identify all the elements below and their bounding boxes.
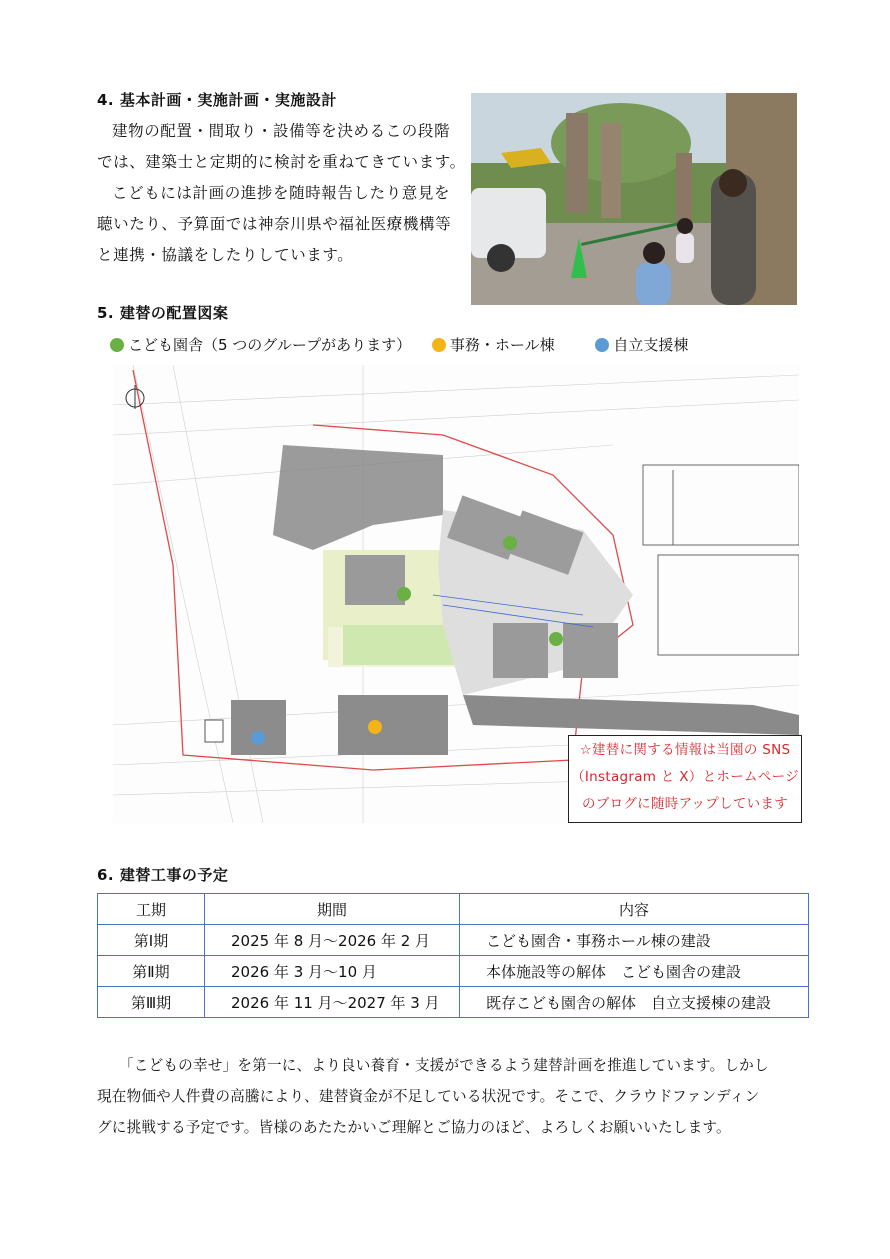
section-4-line-2: では、建築士と定期的に検討を重ねてきています。: [97, 153, 466, 171]
period-cell: 2026 年 3 月～10 月: [205, 956, 460, 987]
phase-cell: 第Ⅲ期: [98, 987, 205, 1018]
period-cell: 2026 年 11 月～2027 年 3 月: [205, 987, 460, 1018]
legend-label: 事務・ホール棟: [449, 336, 555, 354]
section-4-line-1: 建物の配置・間取り・設備等を決めるこの段階: [112, 122, 451, 140]
site-plan-legend: [110, 334, 688, 355]
legend-item-support: [595, 336, 688, 354]
section-6-heading: 6. 建替工事の予定: [97, 866, 229, 884]
closing-line-3: グに挑戦する予定です。皆様のあたたかいご理解とご協力のほど、よろしくお願いいたします。: [97, 1119, 731, 1136]
section-4-line-4: 聴いたり、予算面では神奈川県や福祉医療機構等: [97, 215, 452, 233]
phase-cell: 第Ⅱ期: [98, 956, 205, 987]
blue-dot-icon: [595, 338, 609, 352]
period-cell: 2025 年 8 月～2026 年 2 月: [205, 925, 460, 956]
table-row: [98, 956, 809, 987]
header-cell-content: 内容: [460, 894, 809, 925]
yellow-dot-icon: [432, 338, 446, 352]
construction-site-photo: [471, 93, 797, 305]
table-row: [98, 925, 809, 956]
table-header-row: [98, 894, 809, 925]
green-dot-icon: [110, 338, 124, 352]
table-row: [98, 987, 809, 1018]
legend-label: こども園舎（5 つのグループがあります）: [128, 336, 412, 354]
content-cell: 既存こども園舎の解体 自立支援棟の建設: [460, 987, 809, 1018]
section-5-heading: 5. 建替の配置図案: [97, 304, 229, 322]
section-4-line-5: と連携・協議をしたりしています。: [97, 246, 354, 264]
content-cell: 本体施設等の解体 こども園舎の建設: [460, 956, 809, 987]
sns-notice-box: [568, 735, 802, 823]
notice-line-2: （Instagram と X）とホームページ: [571, 769, 799, 785]
closing-line-2: 現在物価や人件費の高騰により、建替資金が不足している状況です。そこで、クラウドファンディン: [97, 1088, 760, 1105]
notice-line-1: ☆建替に関する情報は当園の SNS: [579, 742, 791, 758]
closing-line-1: 「こどもの幸せ」を第一に、より良い養育・支援ができるよう建替計画を推進しています。しかし: [119, 1057, 769, 1074]
notice-line-3: のブログに随時アップしています: [581, 796, 789, 812]
phase-cell: 第Ⅰ期: [98, 925, 205, 956]
header-cell-phase: 工期: [98, 894, 205, 925]
closing-paragraph: [97, 1050, 817, 1143]
header-cell-period: 期間: [205, 894, 460, 925]
schedule-table: [97, 893, 809, 1018]
section-4-heading: 4. 基本計画・実施計画・実施設計: [97, 91, 337, 109]
legend-item-office: [432, 336, 555, 354]
section-4-text: [97, 116, 472, 271]
content-cell: こども園舎・事務ホール棟の建設: [460, 925, 809, 956]
legend-label: 自立支援棟: [613, 336, 689, 354]
section-4-line-3: こどもには計画の進捗を随時報告したり意見を: [112, 184, 451, 202]
legend-item-kodomo: [110, 336, 411, 354]
